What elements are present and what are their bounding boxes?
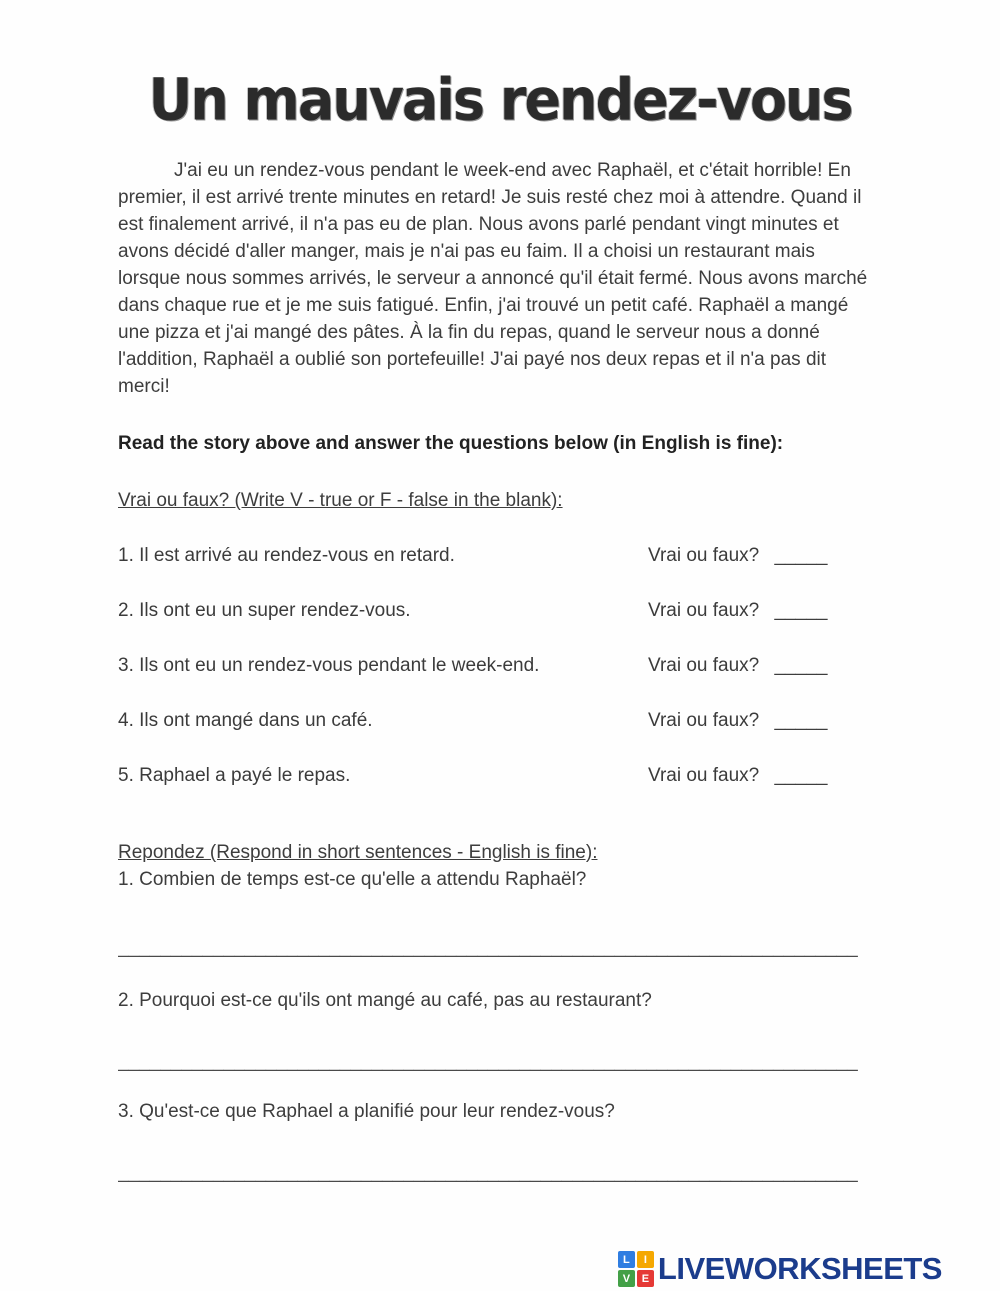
vrai-faux-statement: 4. Ils ont mangé dans un café.	[118, 710, 373, 731]
vrai-faux-row-1	[118, 542, 882, 569]
vrai-faux-blank-5[interactable]: _____	[774, 765, 828, 786]
logo-wordmark: LIVEWORKSHEETS	[657, 1251, 942, 1286]
answer-line-2[interactable]: ______________________________________________________________________	[118, 1051, 858, 1072]
vrai-faux-row-3	[118, 652, 882, 679]
vrai-faux-statement: 1. Il est arrivé au rendez-vous en retard.	[118, 545, 455, 566]
vrai-faux-row-2	[118, 597, 882, 624]
vrai-faux-prompt: Vrai ou faux?	[648, 655, 760, 676]
vrai-faux-row-5	[118, 762, 882, 789]
vrai-faux-prompt: Vrai ou faux?	[648, 545, 760, 566]
vrai-faux-heading: Vrai ou faux? (Write V - true or F - false in the blank):	[118, 490, 563, 511]
vrai-faux-answer	[648, 707, 827, 734]
story-paragraph: J'ai eu un rendez-vous pendant le week-end avec Raphaël, et c'était horrible! En premier, il est arrivé trente minutes en retard! Je suis resté chez moi à attendre. Quand il est finalement arrivé, il n'a pas eu de plan. Nous avons parlé pendant vingt minutes et avons décidé d'aller manger, mais je n'ai pas eu faim. Il a choisi un restaurant mais lorsque nous sommes arrivés, le serveur a annoncé qu'il était fermé. Nous avons marché dans chaque rue et je me suis fatigué. Enfin, j'ai trouvé un petit café. Raphaël a mangé une pizza et j'ai mangé des pâtes. À la fin du repas, quand le serveur nous a donné l'addition, Raphaël a oublié son portefeuille! J'ai payé nos deux repas et il n'a pas dit merci!	[118, 160, 868, 397]
vrai-faux-answer	[648, 597, 827, 624]
logo-tile-l: L	[618, 1251, 635, 1268]
vrai-faux-prompt: Vrai ou faux?	[648, 600, 760, 621]
logo-tile-i: I	[637, 1251, 654, 1268]
answer-line-1[interactable]: ______________________________________________________________________	[118, 937, 858, 958]
vrai-faux-statement: 2. Ils ont eu un super rendez-vous.	[118, 600, 411, 621]
vrai-faux-statement: 3. Ils ont eu un rendez-vous pendant le week-end.	[118, 655, 540, 676]
vrai-faux-blank-1[interactable]: _____	[774, 545, 828, 566]
vrai-faux-blank-4[interactable]: _____	[774, 710, 828, 731]
vrai-faux-blank-3[interactable]: _____	[774, 655, 828, 676]
repondez-heading: Repondez (Respond in short sentences - English is fine):	[118, 842, 598, 863]
vrai-faux-answer	[648, 542, 827, 569]
logo-tile-v: V	[618, 1270, 635, 1287]
logo-tile-e: E	[637, 1270, 654, 1287]
worksheet-content	[0, 65, 1000, 1186]
vrai-faux-answer	[648, 652, 827, 679]
liveworksheets-logo	[618, 1251, 942, 1287]
answer-line-3[interactable]: ______________________________________________________________________	[118, 1162, 858, 1183]
repondez-question-2: 2. Pourquoi est-ce qu'ils ont mangé au café, pas au restaurant?	[118, 990, 652, 1011]
vrai-faux-row-4	[118, 707, 882, 734]
vrai-faux-answer	[648, 762, 827, 789]
repondez-question-1: 1. Combien de temps est-ce qu'elle a attendu Raphaël?	[118, 869, 587, 890]
instruction-heading: Read the story above and answer the questions below (in English is fine):	[118, 433, 784, 454]
vrai-faux-prompt: Vrai ou faux?	[648, 765, 760, 786]
vrai-faux-blank-2[interactable]: _____	[774, 600, 828, 621]
page-title: Un mauvais rendez-vous	[148, 65, 852, 134]
vrai-faux-prompt: Vrai ou faux?	[648, 710, 760, 731]
repondez-question-3: 3. Qu'est-ce que Raphael a planifié pour leur rendez-vous?	[118, 1101, 615, 1122]
vrai-faux-statement: 5. Raphael a payé le repas.	[118, 765, 351, 786]
liveworksheets-logo-icon	[618, 1251, 654, 1287]
